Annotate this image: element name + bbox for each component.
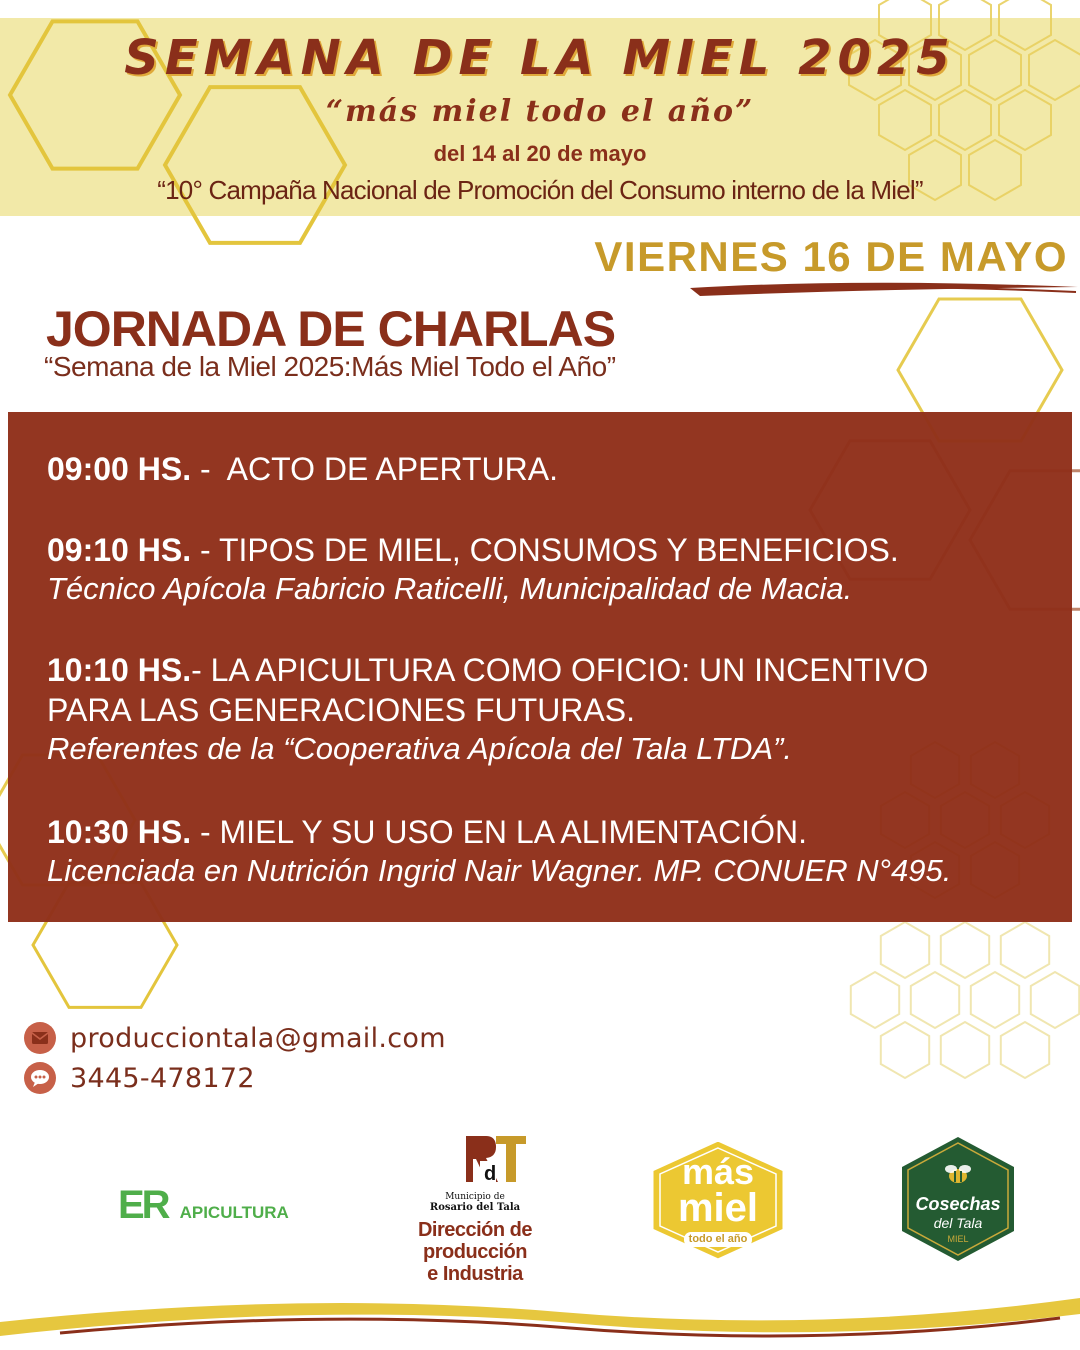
mail-icon bbox=[24, 1022, 56, 1054]
honeycomb-cell bbox=[941, 1022, 989, 1078]
agenda-title: ACTO DE APERTURA. bbox=[226, 451, 558, 487]
agenda-speaker: Referentes de la “Cooperativa Apícola del Tala LTDA”. bbox=[47, 731, 792, 766]
svg-text:d: d bbox=[484, 1163, 497, 1185]
er-apicultura-logo bbox=[118, 1183, 289, 1228]
agenda-separator: - bbox=[191, 532, 219, 568]
agenda-title: MIEL Y SU USO EN LA ALIMENTACIÓN. bbox=[219, 814, 807, 850]
mas-miel-logo bbox=[648, 1138, 788, 1262]
muni-department-line2: e Industria bbox=[427, 1263, 523, 1285]
agenda-title: TIPOS DE MIEL, CONSUMOS Y BENEFICIOS. bbox=[218, 532, 899, 568]
muni-department-line1: Dirección de producción bbox=[417, 1219, 533, 1263]
muni-name: Rosario del Tala bbox=[429, 1202, 521, 1213]
jornada-subtitle: “Semana de la Miel 2025:Más Miel Todo el Año” bbox=[44, 351, 616, 382]
honeycomb-cell bbox=[851, 972, 899, 1028]
agenda-separator: - bbox=[191, 652, 211, 688]
honeycomb-cell bbox=[971, 972, 1019, 1028]
agenda-title-continued: PARA LAS GENERACIONES FUTURAS. bbox=[47, 692, 635, 728]
muni-label: Municipio de bbox=[445, 1192, 505, 1202]
chat-icon bbox=[24, 1062, 56, 1094]
agenda-time: 10:10 HS. bbox=[47, 652, 192, 688]
agenda-time: 09:10 HS. bbox=[47, 532, 192, 568]
campaign-name: “10° Campaña Nacional de Promoción del Consumo interno de la Miel” bbox=[157, 175, 923, 205]
contact-email-row[interactable] bbox=[24, 1022, 446, 1054]
municipio-logo bbox=[368, 1132, 582, 1285]
agenda-panel bbox=[8, 412, 1072, 922]
contact-email[interactable]: producciontala@gmail.com bbox=[70, 1022, 446, 1054]
mas-miel-line3: todo el año bbox=[688, 1233, 748, 1245]
agenda-item bbox=[47, 650, 1057, 768]
honeycomb-cell bbox=[1001, 1022, 1049, 1078]
honeycomb-cell bbox=[911, 972, 959, 1028]
honeycomb-cell bbox=[1001, 922, 1049, 978]
agenda-time: 09:00 HS. bbox=[47, 451, 192, 487]
honeycomb-cell bbox=[1031, 972, 1079, 1028]
agenda-separator: - bbox=[191, 451, 227, 487]
cosechas-line2: del Tala bbox=[933, 1215, 983, 1231]
agenda-item bbox=[47, 449, 1057, 489]
mas-miel-line2: miel bbox=[677, 1186, 759, 1230]
jornada-title: JORNADA DE CHARLAS bbox=[46, 301, 616, 357]
contact-phone[interactable]: 3445-478172 bbox=[70, 1062, 255, 1094]
agenda-speaker: Licenciada en Nutrición Ingrid Nair Wagner. MP. CONUER N°495. bbox=[47, 853, 952, 888]
agenda-time: 10:30 HS. bbox=[47, 814, 192, 850]
agenda-separator: - bbox=[191, 814, 220, 850]
rdt-logo-mark bbox=[420, 1132, 530, 1188]
er-logo-mark: ER bbox=[118, 1183, 168, 1227]
er-logo-text: APICULTURA bbox=[179, 1203, 289, 1222]
cosechas-del-tala-logo bbox=[900, 1135, 1016, 1263]
honeycomb-cell bbox=[881, 922, 929, 978]
muni-department bbox=[368, 1219, 582, 1285]
contact-phone-row[interactable] bbox=[24, 1062, 255, 1094]
agenda-item bbox=[47, 530, 1057, 608]
event-title: SEMANA DE LA MIEL 2025 bbox=[124, 30, 956, 86]
honeycomb-cell bbox=[941, 922, 989, 978]
cosechas-line1: Cosechas bbox=[915, 1194, 1001, 1214]
mas-miel-line1: más bbox=[681, 1151, 755, 1192]
event-slogan: “más miel todo el año” bbox=[325, 94, 755, 129]
agenda-speaker: Técnico Apícola Fabricio Raticelli, Municipalidad de Macia. bbox=[47, 571, 853, 606]
honeycomb-cell bbox=[881, 1022, 929, 1078]
agenda-title: LA APICULTURA COMO OFICIO: UN INCENTIVO bbox=[210, 652, 929, 688]
event-dates: del 14 al 20 de mayo bbox=[433, 141, 647, 166]
agenda-item bbox=[47, 812, 1057, 890]
event-day: VIERNES 16 DE MAYO bbox=[594, 233, 1068, 280]
cosechas-line3: MIEL bbox=[947, 1234, 969, 1244]
